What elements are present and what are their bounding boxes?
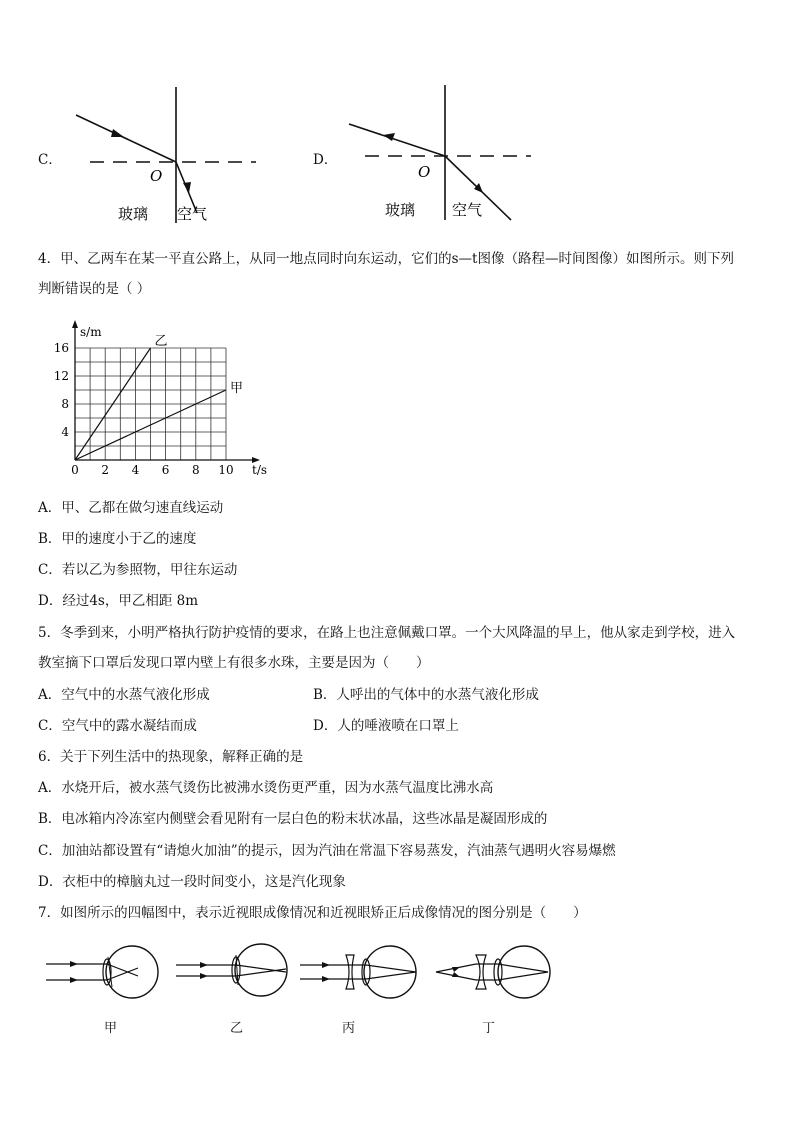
eye-label-ding: 丁 — [482, 1021, 496, 1036]
q5-stem-line1: 5．冬季到来，小明严格执行防护疫情的要求，在路上也注意佩戴口罩。一个大风降温的早上，他从家走到学校，进入 — [38, 625, 736, 641]
x-tick-label: 4 — [131, 463, 140, 477]
q7-stem: 7．如图所示的四幅图中，表示近视眼成像情况和近视眼矫正后成像情况的图分别是（ ） — [38, 905, 587, 921]
y-tick-label: 16 — [53, 341, 69, 355]
option-d-label: D． — [313, 152, 338, 168]
option-d-point-o: O — [418, 163, 431, 181]
eye-label-yi: 乙 — [230, 1021, 244, 1036]
x-tick-label: 0 — [71, 463, 79, 477]
option-c-refraction-diagram — [70, 85, 270, 230]
option-d-refraction-diagram — [345, 82, 540, 227]
q4-option-d: D．经过4s，甲乙相距 8m — [38, 593, 199, 609]
option-c-glass-label: 玻璃 — [118, 205, 149, 223]
eye-diagram-ding — [432, 945, 552, 1001]
q6-option-d: D．衣柜中的樟脑丸过一段时间变小，这是汽化现象 — [38, 874, 346, 890]
q5-option-b: B．人呼出的气体中的水蒸气液化形成 — [313, 687, 539, 703]
series-label-1: 甲 — [230, 381, 244, 396]
option-c-air-label: 空气 — [177, 205, 208, 223]
eye-label-jia: 甲 — [104, 1021, 118, 1036]
x-tick-label: 8 — [191, 463, 200, 477]
q5-stem-line2: 教室摘下口罩后发现口罩内壁上有很多水珠，主要是因为（ ） — [38, 655, 430, 671]
y-axis-arrow — [72, 320, 78, 328]
q4-option-a: A．甲、乙都在做匀速直线运动 — [38, 500, 224, 516]
option-c-label: C． — [38, 152, 62, 168]
q4-stem-line1: 4．甲、乙两车在某一平直公路上，从同一地点同时向东运动，它们的s—t图像（路程—时间图像）如图所示。则下列 — [38, 251, 734, 267]
q4-stem-line2: 判断错误的是（ ） — [38, 281, 151, 297]
series-label-0: 乙 — [154, 334, 168, 349]
q6-stem: 6．关于下列生活中的热现象，解释正确的是 — [38, 749, 304, 765]
eye-diagram-yi — [172, 943, 292, 999]
y-tick-label: 4 — [61, 425, 69, 439]
y-tick-label: 8 — [61, 397, 69, 411]
eye-label-bing: 丙 — [342, 1021, 356, 1036]
option-c-point-o: O — [150, 167, 163, 185]
q5-option-c: C．空气中的露水凝结而成 — [38, 718, 197, 734]
eye-diagram-bing — [296, 945, 421, 1001]
q5-option-a: A．空气中的水蒸气液化形成 — [38, 687, 210, 703]
x-tick-label: 2 — [101, 463, 110, 477]
x-tick-label: 6 — [161, 463, 170, 477]
q6-option-a: A．水烧开后，被水蒸气烫伤比被沸水烫伤更严重，因为水蒸气温度比沸水高 — [38, 780, 494, 796]
option-d-glass-label: 玻璃 — [385, 201, 416, 219]
q6-option-b: B．电冰箱内冷冻室内侧壁会看见附有一层白色的粉末状冰晶，这些冰晶是凝固形成的 — [38, 811, 548, 827]
q5-option-d: D．人的唾液喷在口罩上 — [313, 718, 459, 734]
q4-option-b: B．甲的速度小于乙的速度 — [38, 531, 197, 547]
q6-option-c: C．加油站都设置有“请熄火加油”的提示，因为汽油在常温下容易蒸发，汽油蒸气遇明火容易爆燃 — [38, 843, 616, 859]
q4-option-c: C．若以乙为参照物，甲往东运动 — [38, 562, 238, 578]
x-axis-label: t/s — [252, 463, 268, 477]
y-tick-label: 12 — [53, 369, 69, 383]
option-d-air-label: 空气 — [452, 201, 483, 219]
st-graph — [40, 318, 290, 480]
eye-diagram-jia — [42, 945, 162, 1001]
y-axis-label: s/m — [80, 325, 102, 339]
x-tick-label: 10 — [218, 463, 234, 477]
